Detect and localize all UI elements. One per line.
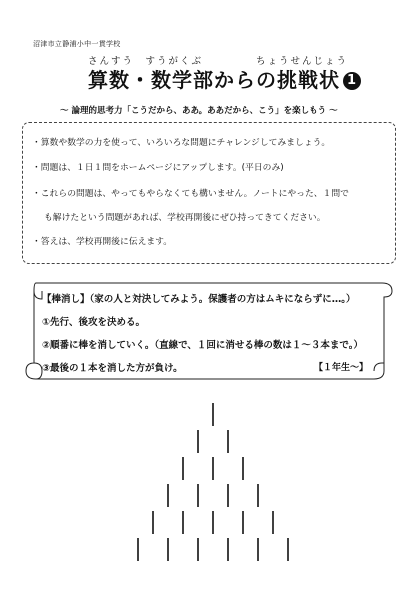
grade-label: 【１年生～】 <box>314 363 369 373</box>
rule-3: ・これらの問題は、やってもやらなくても構いません。ノートにやった、１問で <box>32 189 349 199</box>
school-name: 沼津市立静浦小中一貫学校 <box>33 40 121 48</box>
rule-2: ・問題は、１日１問をホームページにアップします。(平日のみ) <box>32 163 284 173</box>
rule-1: ・算数や数学の力を使って、いろいろな問題にチャレンジしてみましょう。 <box>32 138 331 148</box>
subtitle: ～ 論理的思考力「こうだから、ああ。ああだから、こう」を楽しもう ～ <box>60 106 338 116</box>
game-heading: 【棒消し】（家の人と対決してみよう。保護者の方はムキにならずに…。） <box>42 294 356 305</box>
game-step-3: ③最後の１本を消した方が負け。 <box>42 363 183 374</box>
stick-pyramid <box>0 395 420 585</box>
rule-5: ・答えは、学校再開後に伝えます。 <box>32 237 173 247</box>
game-step-1: ①先行、後攻を決める。 <box>42 317 146 328</box>
title-ruby-left: さんすう すうがくぶ <box>88 56 204 67</box>
title-number-badge: 1 <box>343 72 361 90</box>
page-title-text: 算数・数学部からの挑戦状 <box>88 68 340 92</box>
page-title <box>88 64 361 93</box>
title-ruby-right: ちょうせんじょう <box>256 56 349 67</box>
game-step-2: ②順番に棒を消していく。（直線で、１回に消せる棒の数は１～３本まで。） <box>42 340 363 351</box>
rule-4: も解けたという問題があれば、学校再開後にぜひ持ってきてください。 <box>44 213 326 223</box>
